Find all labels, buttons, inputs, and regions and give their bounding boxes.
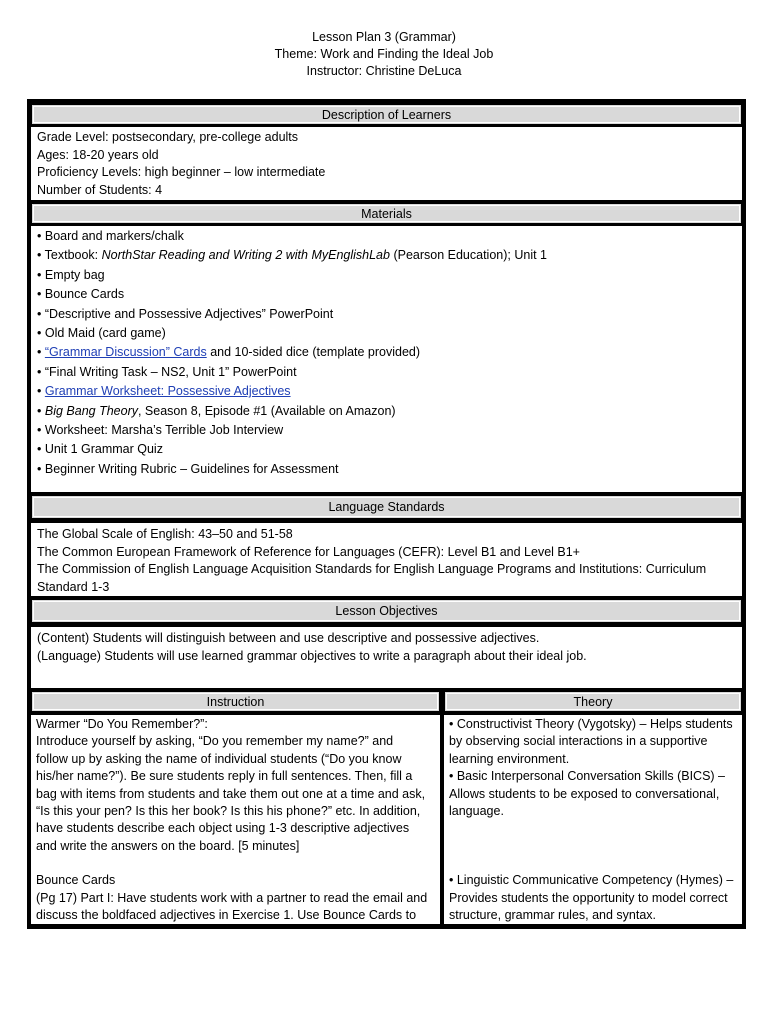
lesson-plan-table (27, 99, 746, 929)
cefr-level: The Common European Framework of Reference for Languages (CEFR): Level B1 and Level B1+ (37, 544, 580, 559)
instruction-line: his/her name?”). Be sure students reply in full sentences. Then, fill a (36, 769, 413, 784)
theory-line: Allows students to be exposed to conversational, (449, 786, 720, 801)
standards-section (31, 523, 742, 596)
learners-section (31, 127, 742, 200)
theory-line: language. (449, 804, 504, 819)
instruction-line: have students describe each object using 1-3 descriptive adjectives (36, 821, 410, 836)
objectives-section (31, 627, 742, 688)
instruction-line: (Pg 17) Part I: Have students work with a partner to read the email and (36, 890, 428, 905)
theory-line: Provides students the opportunity to model correct (449, 890, 728, 905)
language-objective: (Language) Students will use learned grammar objectives to write a paragraph about their ideal job. (37, 648, 587, 663)
instructor-name: Instructor: Christine DeLuca (306, 64, 462, 78)
list-item: • Board and markers/chalk (37, 229, 184, 243)
standards-heading: Language Standards (31, 495, 742, 519)
list-item: • Grammar Worksheet: Possessive Adjectives (37, 384, 291, 399)
instruction-line: Warmer “Do You Remember?”: (36, 717, 208, 731)
ages: Ages: 18-20 years old (37, 147, 159, 162)
list-item: • “Descriptive and Possessive Adjectives” PowerPoint (37, 306, 334, 321)
list-item: • Unit 1 Grammar Quiz (37, 442, 163, 457)
theory-line: • Linguistic Communicative Competency (Hymes) – (449, 873, 734, 888)
theory-line: • Constructivist Theory (Vygotsky) – Helps students (449, 717, 733, 731)
instruction-line: discuss the boldfaced adjectives in Exercise 1. Use Bounce Cards to (36, 908, 417, 923)
theory-cell (444, 715, 742, 924)
lesson-theme: Theme: Work and Finding the Ideal Job (274, 47, 494, 61)
instruction-line: “Is this your pen? Is this her book? Is this his phone?” etc. In addition, (36, 804, 421, 819)
content-objective: (Content) Students will distinguish between and use descriptive and possessive adjectives. (37, 631, 540, 645)
grammar-worksheet-link[interactable]: Grammar Worksheet: Possessive Adjectives (44, 384, 291, 399)
list-item: • Textbook: NorthStar Reading and Writing 2 with MyEnglishLab (Pearson Education); Unit 1 (37, 248, 547, 263)
theory-heading: Theory (444, 691, 742, 712)
instruction-cell (31, 715, 440, 924)
number-of-students: Number of Students: 4 (37, 182, 163, 197)
curriculum-standard: Standard 1-3 (37, 579, 110, 594)
list-item: • Worksheet: Marsha’s Terrible Job Interview (37, 423, 284, 438)
grade-level: Grade Level: postsecondary, pre-college adults (37, 130, 299, 144)
list-item: • Old Maid (card game) (37, 326, 166, 341)
instruction-line: follow up by asking the name of individual students (“Do you know (36, 751, 402, 766)
commission-standards: The Commission of English Language Acquisition Standards for English Language Programs and Institutions: Curriculum (37, 562, 707, 576)
global-scale: The Global Scale of English: 43–50 and 51-58 (37, 527, 293, 541)
list-item: • Empty bag (37, 267, 105, 282)
objectives-heading: Lesson Objectives (31, 599, 742, 623)
grammar-discussion-cards-link[interactable]: “Grammar Discussion” Cards (44, 345, 207, 360)
list-item: • Big Bang Theory, Season 8, Episode #1 (Available on Amazon) (37, 403, 396, 418)
lesson-plan-title: Lesson Plan 3 (Grammar) (312, 30, 456, 44)
instruction-line: Bounce Cards (36, 873, 116, 888)
list-item: • Bounce Cards (37, 287, 125, 302)
theory-line: learning environment. (449, 751, 570, 766)
materials-heading: Materials (31, 203, 742, 224)
proficiency-levels: Proficiency Levels: high beginner – low intermediate (37, 165, 326, 179)
instruction-heading: Instruction (31, 691, 440, 712)
instruction-line: and write the answers on the board. [5 minutes] (36, 838, 300, 853)
theory-line: • Basic Interpersonal Conversation Skills (BICS) – (449, 769, 726, 784)
lesson-plan-header (0, 29, 768, 80)
theory-line: structure, grammar rules, and syntax. (449, 908, 657, 923)
instruction-line: bag with items from students and take them out one at a time and ask, (36, 786, 426, 801)
list-item: • “Final Writing Task – NS2, Unit 1” PowerPoint (37, 364, 297, 379)
list-item: • “Grammar Discussion” Cards and 10-sided dice (template provided) (37, 345, 421, 360)
learners-heading: Description of Learners (31, 104, 742, 125)
list-item: • Beginner Writing Rubric – Guidelines for Assessment (37, 461, 339, 476)
materials-list (31, 226, 742, 492)
instruction-line: Introduce yourself by asking, “Do you remember my name?” and (36, 734, 394, 749)
theory-line: by observing social interactions in a supportive (449, 734, 708, 749)
